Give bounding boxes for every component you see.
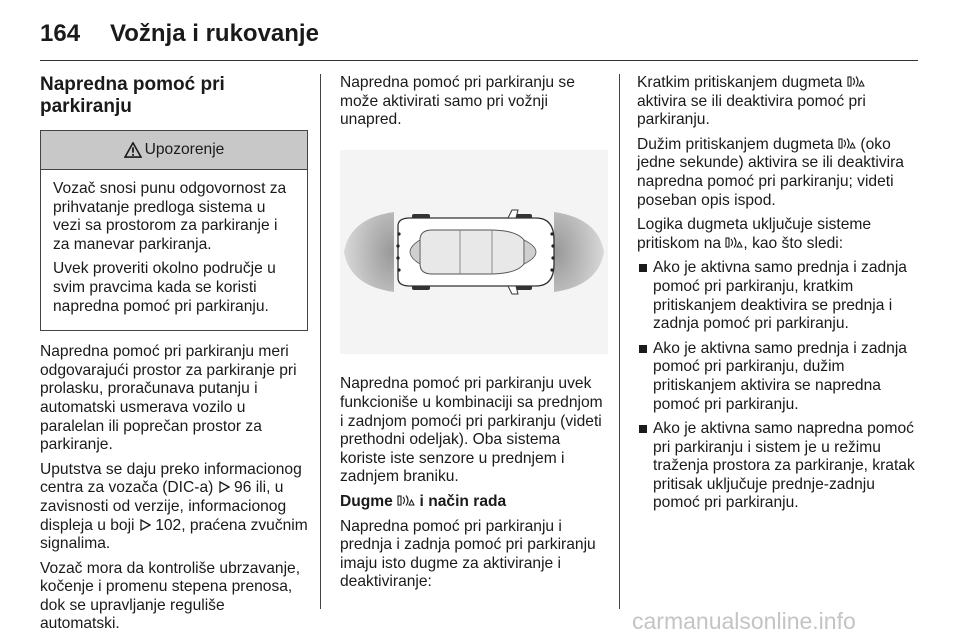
sub-heading-text: i način rada — [419, 492, 507, 510]
paragraph-text: ili, u zavisnosti od verzije, informacionog displeja u boji — [40, 479, 287, 534]
paragraph: Napredna pomoć pri parkiranju se može aktivirati samo pri vožnji unapred. — [340, 74, 575, 129]
paragraph-text: aktivira se ili deaktivira pomoć pri parkiranju. — [637, 92, 866, 129]
sub-heading-text: Dugme — [340, 492, 393, 510]
column-divider — [619, 74, 620, 609]
paragraph-text: (oko jedne sekunde) aktivira se ili deaktivira napredna pomoć pri parkiranju; videti poseban opis ispod. — [637, 135, 904, 209]
list-item — [637, 340, 915, 414]
cross-reference-triangle-icon — [218, 481, 230, 493]
parking-assist-button-icon — [725, 236, 743, 249]
paragraph-text: , kao što sledi: — [743, 234, 844, 252]
warning-body — [41, 170, 307, 330]
warning-box — [40, 130, 308, 331]
list-item-text: Ako je aktivna samo napredna pomoć pri parkiranju i sistem je u režimu traženja prostora za parkiranje, kratak pritisak uključuje prednje-zadnju pomoć pri parkiranju. — [653, 420, 915, 512]
paragraph — [40, 461, 308, 554]
warning-header — [41, 131, 307, 170]
paragraph-text: Logika dugmeta uključuje sisteme pritiskom na — [637, 216, 872, 252]
warning-text: Vozač snosi punu odgovornost za prihvatanje predloga sistema u vezi sa prostorom za parkiranje i za manevar parkiranja. — [53, 180, 287, 253]
paragraph-text: Dužim pritiskanjem dugmeta — [637, 135, 834, 153]
section-title: Napredna pomoć pri parkiranju — [40, 74, 225, 117]
chapter-title: Vožnja i rukovanje — [110, 20, 319, 47]
page-header — [40, 14, 918, 61]
parking-assist-button-icon — [397, 494, 415, 507]
car-sensor-illustration — [340, 150, 608, 354]
paragraph — [637, 136, 915, 210]
list-item — [637, 420, 915, 513]
paragraph-text: Uputstva se daju preko informacionog centra za vozača (DIC-a) — [40, 460, 302, 497]
paragraph — [637, 74, 915, 130]
bullet-square-icon — [639, 425, 647, 433]
page-number: 164 — [40, 20, 81, 47]
list-item-text: Ako je aktivna samo prednja i zadnja pomoć pri parkiranju, dužim pritiskanjem aktivira se napredna pomoć pri parkiranju. — [653, 339, 907, 413]
paragraph: Napredna pomoć pri parkiranju i prednja i zadnja pomoć pri parkiranju imaju isto dugme za aktiviranje i deaktiviranje: — [340, 517, 596, 591]
cross-reference-triangle-icon — [139, 519, 151, 531]
list-item — [637, 259, 915, 333]
column-left — [40, 74, 308, 640]
warning-title: Upozorenje — [144, 140, 225, 158]
paragraph-text: , praćena zvučnim signalima. — [40, 516, 308, 553]
column-divider — [320, 74, 321, 609]
sub-heading — [340, 493, 608, 512]
paragraph — [637, 216, 915, 253]
paragraph: Vozač mora da kontroliše ubrzavanje, kočenje i promenu stepena prenosa, dok se upravljanje reguliše automatski. — [40, 559, 301, 633]
bullet-list — [637, 259, 915, 513]
warning-triangle-icon — [124, 142, 142, 158]
paragraph-text: Kratkim pritiskanjem dugmeta — [637, 74, 843, 91]
cross-reference-link[interactable]: 96 — [234, 479, 252, 497]
watermark: carmanualsonline.info — [632, 608, 856, 634]
paragraph: Napredna pomoć pri parkiranju uvek funkcioniše u kombinaciji sa prednjom i zadnjom pomoći pri parkiranju (videti prethodni odeljak). Oba sistema koriste iste senzore u prednjem i zadnjem braniku. — [340, 375, 603, 486]
warning-text: Uvek proveriti okolno područje u svim pravcima kada se koristi napredna pomoć pri parkiranju. — [53, 260, 276, 315]
column-middle — [340, 74, 608, 598]
parking-assist-button-icon — [847, 75, 865, 88]
bullet-square-icon — [639, 264, 647, 272]
parking-assist-button-icon — [838, 137, 856, 150]
bullet-square-icon — [639, 345, 647, 353]
cross-reference-link[interactable]: 102 — [155, 516, 182, 534]
paragraph: Napredna pomoć pri parkiranju meri odgovarajući prostor za parkiranje pri prolasku, proračunava putanju i automatski usmerava vozilo u paralelan ili poprečan prostor za parkiranje. — [40, 343, 297, 454]
list-item-text: Ako je aktivna samo prednja i zadnja pomoć pri parkiranju, kratkim pritiskanjem deaktivira se prednja i zadnja pomoć pri parkiranju. — [653, 259, 907, 333]
column-right — [637, 74, 915, 519]
